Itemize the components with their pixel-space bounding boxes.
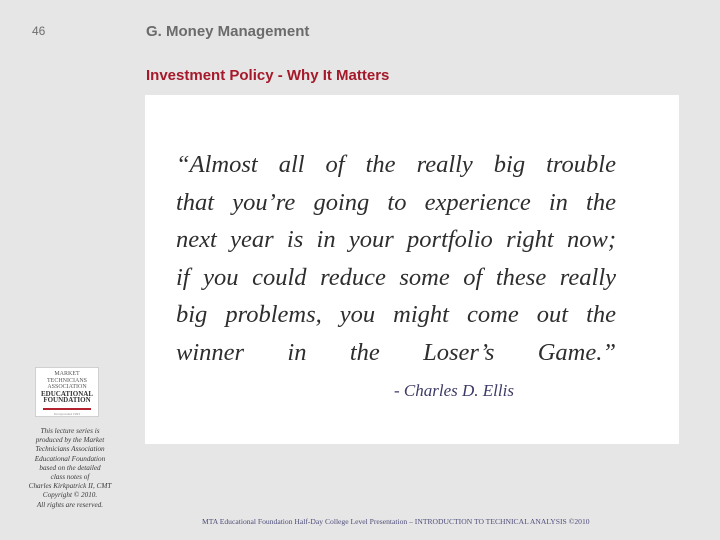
quote-line: “Almost all of the really big trouble xyxy=(176,151,616,178)
sidebar-note-line: Charles Kirkpatrick II, CMT xyxy=(28,482,112,491)
logo-established: Incorporated 1993 xyxy=(54,411,80,416)
quote-line: winner in the Loser’s Game.” xyxy=(176,338,616,366)
logo-line: FOUNDATION xyxy=(43,396,91,404)
sidebar-note xyxy=(14,427,126,510)
sidebar-note-line: All rights are reserved. xyxy=(36,500,104,509)
sidebar-note-line: produced by the Market xyxy=(35,436,105,445)
logo-line: ASSOCIATION xyxy=(47,384,87,390)
quote-text xyxy=(176,146,616,371)
quote-line: next year is in your portfolio right now; xyxy=(176,226,616,253)
footer-text: MTA Educational Foundation Half-Day College Level Presentation – INTRODUCTION TO TECHNICAL ANALYSIS ©2010 xyxy=(202,517,590,526)
logo-line: TECHNICIANS xyxy=(47,377,87,384)
logo-line: MARKET xyxy=(54,371,80,377)
quote-line: if you could reduce some of these really xyxy=(176,263,616,291)
sidebar-note-line: Technicians Association xyxy=(35,445,105,454)
slide-number: 46 xyxy=(32,24,46,38)
sidebar-note-line: class notes of xyxy=(50,473,90,482)
section-title: G. Money Management xyxy=(146,23,310,40)
sidebar-note-line: This lecture series is xyxy=(40,427,100,435)
quote-line: big problems, you might come out the xyxy=(176,301,616,328)
quote-attribution: - Charles D. Ellis xyxy=(394,381,514,400)
sidebar-note-line: Educational Foundation xyxy=(34,454,106,463)
foundation-logo xyxy=(35,367,99,417)
sidebar-note-line: based on the detailed xyxy=(39,463,101,472)
slide-subtitle: Investment Policy - Why It Matters xyxy=(146,67,390,84)
logo-rule xyxy=(43,408,91,410)
quote-line: that you’re going to experience in the xyxy=(176,188,616,216)
logo-text xyxy=(41,371,93,404)
logo-line: EDUCATIONAL xyxy=(41,389,93,398)
sidebar-note-line: Copyright © 2010. xyxy=(42,491,98,500)
